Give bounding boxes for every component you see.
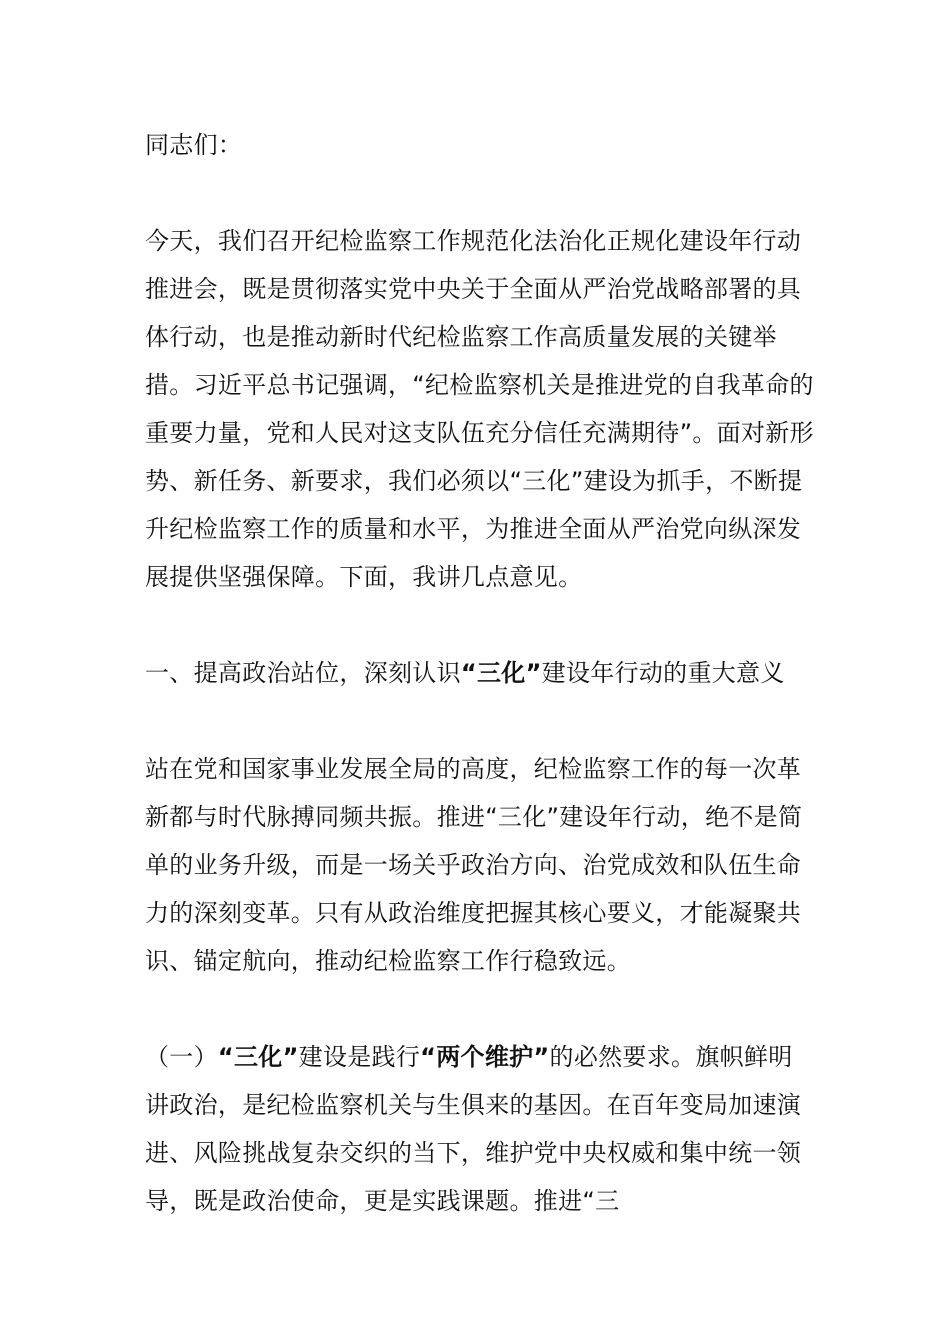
section-1-heading — [145, 649, 815, 697]
salutation: 同志们： — [145, 131, 243, 159]
section-1-heading-part-c: 建设年行动的重大意义 — [541, 659, 785, 687]
subsection-1-quote-1: “三化” — [217, 1043, 299, 1071]
subsection-1-text-2: 的必然要求。旗帜鲜明讲政治，是纪检监察机关与生俱来的基因。在百年变局加速演进、风险挑战复杂交织的当下，维护党中央权威和集中统一领导，既是政治使命，更是实践课题。推进“三 — [145, 1043, 802, 1215]
intro-paragraph: 今天，我们召开纪检监察工作规范化法治化正规化建设年行动推进会，既是贯彻落实党中央关于全面从严治党战略部署的具体行动，也是推动新时代纪检监察工作高质量发展的关键举措。习近平总书记强调，“纪检监察机关是推进党的自我革命的重要力量，党和人民对这支队伍充分信任充满期待”。面对新形势、新任务、新要求，我们必须以“三化”建设为抓手，不断提升纪检监察工作的质量和水平，为推进全面从严治党向纵深发展提供坚强保障。下面，我讲几点意见。 — [145, 227, 814, 591]
section-1-heading-part-a: 一、提高政治站位，深刻认识 — [145, 659, 461, 687]
subsection-1-text-1: 建设是践行 — [298, 1043, 421, 1071]
section-1-paragraph: 站在党和国家事业发展全局的高度，纪检监察工作的每一次革新都与时代脉搏同频共振。推进“三化”建设年行动，绝不是简单的业务升级，而是一场关乎政治方向、治党成效和队伍生命力的深刻变革。只有从政治维度把握其核心要义，才能凝聚共识、锚定航向，推动纪检监察工作行稳致远。 — [145, 755, 803, 975]
subsection-1-quote-2: “两个维护” — [420, 1043, 550, 1071]
subsection-1-paragraph — [145, 1033, 815, 1225]
section-1-heading-quote: “三化” — [460, 659, 542, 687]
subsection-1-number: （一） — [145, 1043, 218, 1071]
